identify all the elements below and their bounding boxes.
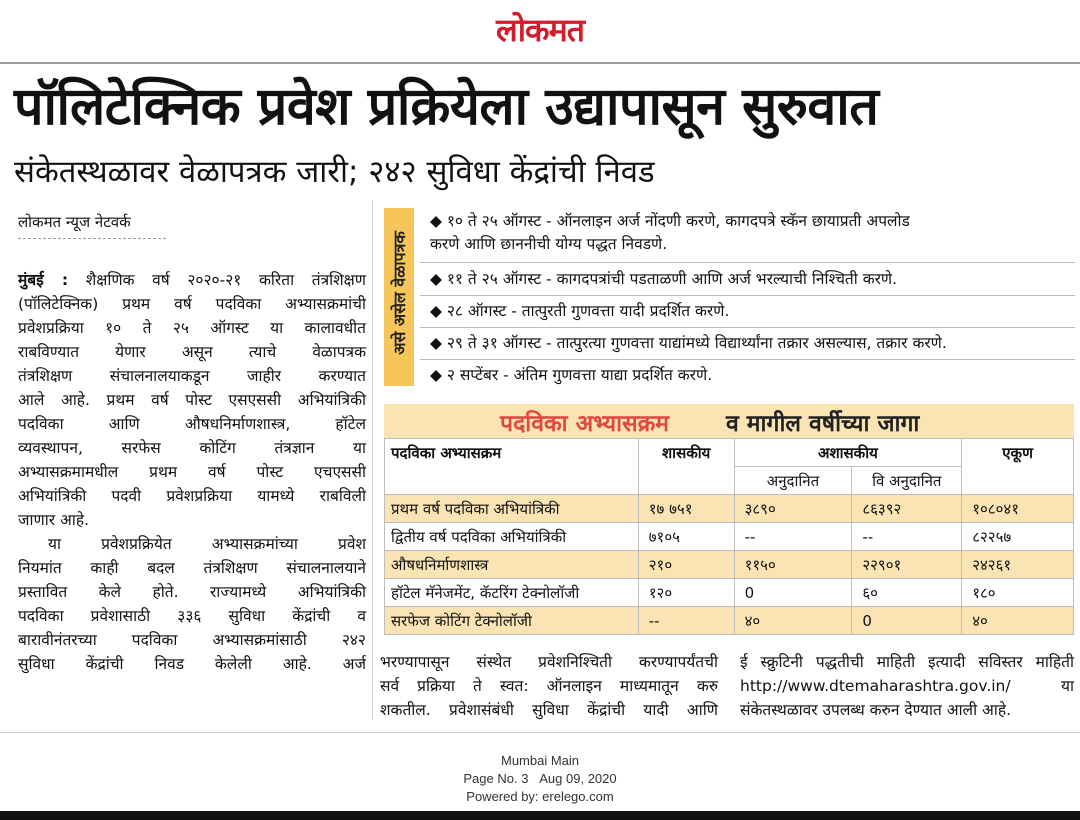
cell-government: ७१०५: [638, 523, 734, 551]
body-line: भरण्यापासून संस्थेत प्रवेशनिश्चिती करण्यापर्यंतची: [380, 653, 718, 671]
body-line: [18, 268, 366, 292]
table-row: [385, 579, 1074, 607]
body-line: पदविका प्रवेशासाठी ३३६ सुविधा केंद्रांची व: [18, 607, 366, 625]
cell-total: ४०: [962, 607, 1074, 635]
body-line: अभियांत्रिकी पदवी प्रवेशप्रक्रिया यामध्ये राबविली: [18, 487, 366, 505]
cell-aided: ४०: [734, 607, 852, 635]
header-course: पदविका अभ्यासक्रम: [385, 439, 639, 495]
header-unaided: वि अनुदानित: [852, 467, 962, 495]
body-line: अभ्यासक्रमामधील प्रथम वर्ष पोस्ट एचएससी: [18, 463, 366, 481]
body-line: सुविधा केंद्रांची निवड केलेली आहे. अर्ज: [18, 655, 366, 673]
schedule-tab-label: असे असेल वेळापत्रक: [390, 231, 409, 355]
body-line: प्रवेशप्रक्रिया १० ते २५ ऑगस्ट या कालावधीत: [18, 319, 366, 337]
schedule-tab: [384, 208, 414, 386]
article-body-right: [740, 650, 1074, 722]
table-row: [385, 607, 1074, 635]
header-total: एकूण: [962, 439, 1074, 495]
cell-course: हॉटेल मॅनेजमेंट, कॅटरिंग टेक्नोलॉजी: [385, 579, 639, 607]
cell-total: १८०: [962, 579, 1074, 607]
cell-aided: 0: [734, 579, 852, 607]
byline: लोकमत न्यूज नेटवर्क: [18, 213, 131, 231]
body-line: http://www.dtemaharashtra.gov.in/ या: [740, 677, 1074, 695]
schedule-divider: [420, 359, 1075, 360]
cell-course: द्वितीय वर्ष पदविका अभियांत्रिकी: [385, 523, 639, 551]
body-line: व्यवस्थापन, सरफेस कोटिंग तंत्रज्ञान या: [18, 439, 366, 457]
cell-unaided: ८६३९२: [852, 495, 962, 523]
article-body-middle: [380, 650, 718, 722]
body-line: पदविका आणि औषधनिर्माणशास्त्र, हॉटेल: [18, 415, 366, 433]
footer-page-date: [0, 770, 1080, 788]
body-line: राबविण्यात येणार असून त्याचे वेळापत्रक: [18, 343, 366, 361]
cell-total: १०८०४१: [962, 495, 1074, 523]
cell-unaided: 0: [852, 607, 962, 635]
table-row: [385, 523, 1074, 551]
seats-table: [384, 438, 1074, 635]
footer-date: Aug 09, 2020: [539, 771, 617, 786]
table-header-row: [385, 439, 1074, 467]
schedule-item: [430, 268, 1070, 291]
schedule-divider: [420, 262, 1075, 263]
footer-page: Page No. 3: [463, 771, 529, 786]
schedule-item-line: ◆ २८ ऑगस्ट - तात्पुरती गुणवत्ता यादी प्रदर्शित करणे.: [430, 302, 730, 320]
cell-total: ८२२५७: [962, 523, 1074, 551]
subheadline: संकेतस्थळावर वेळापत्रक जारी; २४२ सुविधा केंद्रांची निवड: [14, 154, 655, 190]
schedule-item-line: ◆ २ सप्टेंबर - अंतिम गुणवत्ता याद्या प्रदर्शित करणे.: [430, 366, 713, 384]
cell-total: २४२६१: [962, 551, 1074, 579]
cell-course: औषधनिर्माणशास्त्र: [385, 551, 639, 579]
cell-government: --: [638, 607, 734, 635]
schedule-item: [430, 210, 1070, 256]
body-line: बारावीनंतरच्या पदविका अभ्यासक्रमांसाठी २४२: [18, 631, 366, 649]
schedule-divider: [420, 295, 1075, 296]
dateline: मुंबई :: [18, 271, 69, 289]
cell-unaided: ६०: [852, 579, 962, 607]
footer-edition: Mumbai Main: [500, 753, 580, 768]
schedule-item-line: करणे आणि छाननीची योग्य पद्धत निवडणे.: [430, 235, 668, 253]
cell-course: सरफेज कोटिंग टेक्नोलॉजी: [385, 607, 639, 635]
schedule-item-line: ◆ १० ते २५ ऑगस्ट - ऑनलाइन अर्ज नोंदणी करणे, कागदपत्रे स्कॅन छायाप्रती अपलोड: [430, 212, 910, 230]
cell-unaided: --: [852, 523, 962, 551]
body-line: शकतील. प्रवेशासंबंधी सुविधा केंद्रांची यादी आणि: [380, 701, 718, 719]
cell-unaided: २२९०१: [852, 551, 962, 579]
lokmat-logo: लोकमत: [496, 11, 584, 49]
footer: [0, 752, 1080, 806]
cell-aided: --: [734, 523, 852, 551]
cell-government: १२०: [638, 579, 734, 607]
body-line: या प्रवेशप्रक्रियेत अभ्यासक्रमांच्या प्रवेश: [48, 535, 366, 553]
body-line: ई स्क्रुटिनी पद्धतीची माहिती इत्यादी सविस्तर माहिती: [740, 653, 1074, 671]
body-line: सर्व प्रक्रिया ते स्वत: ऑनलाइन माध्यमातून करु: [380, 677, 718, 695]
headline: पॉलिटेक्निक प्रवेश प्रक्रियेला उद्यापासून सुरुवात: [14, 77, 879, 137]
footer-rule: [0, 732, 1080, 733]
body-line: संकेतस्थळावर उपलब्ध करुन देण्यात आली आहे.: [740, 701, 1012, 719]
table-row: [385, 551, 1074, 579]
body-line: नियमांत काही बदल तंत्रशिक्षण संचालनालयाने: [18, 559, 366, 577]
schedule-item: [430, 300, 1070, 323]
schedule-item: [430, 364, 1070, 387]
header-government: शासकीय: [638, 439, 734, 495]
schedule-divider: [420, 327, 1075, 328]
footer-powered: Powered by: erelego.com: [466, 789, 614, 804]
body-line: प्रस्तावित केले होते. राज्यामध्ये अभियांत्रिकी: [18, 583, 366, 601]
cell-course: प्रथम वर्ष पदविका अभियांत्रिकी: [385, 495, 639, 523]
cell-government: १७ ७५१: [638, 495, 734, 523]
schedule-item-line: ◆ २९ ते ३१ ऑगस्ट - तात्पुरत्या गुणवत्ता याद्यांमध्ये विद्यार्थ्यांना तक्रार असल्यास, तक्रार करणे.: [430, 334, 947, 352]
cell-aided: ३८९०: [734, 495, 852, 523]
table-title-rest: व मागील वर्षीच्या जागा: [726, 411, 920, 437]
header-private: अशासकीय: [734, 439, 962, 467]
body-line: जाणार आहे.: [18, 511, 90, 529]
body-line: आले आहे. प्रथम वर्ष पोस्ट एसएससी अभियांत्रिकी: [18, 391, 366, 409]
masthead: [0, 0, 1080, 62]
schedule-item-line: ◆ ११ ते २५ ऑगस्ट - कागदपत्रांची पडताळणी आणि अर्ज भरल्याची निश्चिती करणे.: [430, 270, 898, 288]
cell-aided: ११५०: [734, 551, 852, 579]
body-line: तंत्रशिक्षण संचालनालयाकडून जाहीर करण्यात: [18, 367, 366, 385]
body-line-text: शैक्षणिक वर्ष २०२०-२१ करिता तंत्रशिक्षण: [85, 271, 367, 289]
table-row: [385, 495, 1074, 523]
body-line: (पॉलिटेक्निक) प्रथम वर्ष पदविका अभ्यासक्रमांची: [18, 295, 366, 313]
schedule-item: [430, 332, 1070, 355]
column-divider: [372, 200, 373, 720]
bottom-bar: [0, 811, 1080, 820]
table-title-course: पदविका अभ्यासक्रम: [500, 411, 670, 437]
table-title: [384, 404, 1074, 438]
masthead-rule: [0, 62, 1080, 64]
cell-government: २१०: [638, 551, 734, 579]
header-aided: अनुदानित: [734, 467, 852, 495]
article-body-left: [18, 268, 366, 676]
byline-rule: [18, 238, 166, 239]
